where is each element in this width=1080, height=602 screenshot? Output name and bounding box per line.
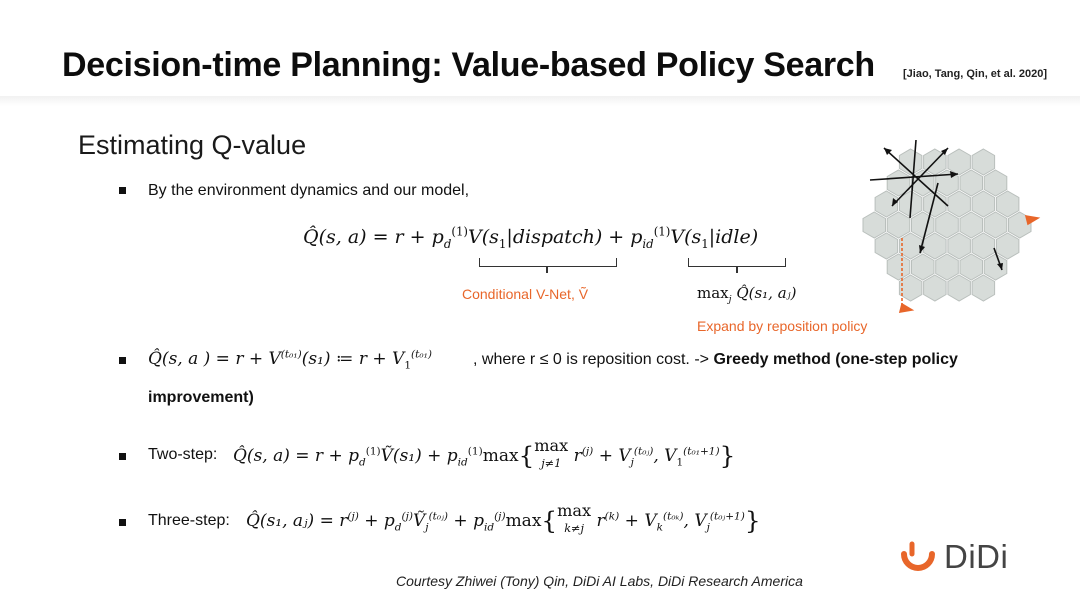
hex-cell: [960, 170, 983, 196]
bullet-2-continuation: improvement): [148, 389, 254, 406]
hex-cell: [972, 233, 995, 259]
underbrace-dispatch-tick: [546, 266, 548, 273]
annotation-max-label: max: [697, 284, 729, 302]
hex-cell: [924, 275, 947, 301]
eq-dispatch-tail: |dispatch) + p: [506, 226, 643, 248]
hex-cell: [948, 191, 971, 217]
hex-cell: [948, 149, 971, 175]
annotation-max-expr: Q̂(s₁, aⱼ): [736, 284, 797, 302]
eq-sub-id: id: [642, 236, 654, 251]
b4-sub-k: k: [656, 521, 663, 534]
citation: [Jiao, Tang, Qin, et al. 2020]: [903, 68, 1048, 80]
hex-cell: [984, 212, 1007, 238]
b2-sup-t01b: (t₀₁): [411, 348, 432, 361]
b4-sup-k: (k): [604, 510, 620, 523]
main-equation: [303, 224, 759, 251]
b4-f: r: [591, 511, 605, 532]
hex-cell: [863, 212, 886, 238]
b4-sup-t0k: (t₀ₖ): [663, 510, 684, 523]
hex-cell: [887, 212, 910, 238]
b4-max: max: [505, 511, 542, 532]
b4-a: Q̂(s₁, aⱼ) = r: [246, 511, 348, 532]
hex-cell: [887, 254, 910, 280]
b3-sub-1: 1: [676, 456, 684, 469]
b3-sub-id: id: [457, 456, 468, 469]
b4-g: + V: [619, 511, 657, 532]
b4-d: + p: [448, 511, 484, 532]
bullet-4-math: Q̂(s₁, aⱼ) = $r^{(j)}$ + $p_d^{(j)}Ṽ_j^{(t_0ⱼ)} + p_{id}^{(j)}\max\{\max$ k≠j $r^{(k)} + V_k^{(t_{0k})}$, $V_j^{(t_0ⱼ+1)}$}: [246, 501, 761, 536]
annotation-max-q: [697, 284, 797, 305]
bullet-marker: [119, 187, 126, 194]
b3-sup-1: (1): [365, 445, 381, 458]
b4-h: , V: [683, 511, 707, 532]
b3-sub-d: d: [358, 456, 366, 469]
hex-cell: [948, 233, 971, 259]
b3-a: Q̂(s, a) = r + p: [233, 446, 359, 467]
b2-text: , where r ≤ 0 is reposition cost. ->: [473, 351, 714, 368]
eq-lhs: Q̂(s, a) = r + p: [303, 226, 444, 248]
hexagon-grid-map: [840, 128, 1055, 323]
hex-cell: [912, 254, 935, 280]
b2-sup-t01: (t₀₁): [280, 348, 302, 361]
eq-sup-1b: (1): [653, 224, 671, 239]
bullet-3-math: Q̂(s, $a) = r + p_d^{(1)}Ṽ(s_1) + p_{id}^{(1)}\max\{\max$ j≠1 $r^{(j)} + V_j^{(t_0ⱼ)}$, $V_1^{(t_{01}+1)}$}: [233, 436, 736, 471]
b4-sup-t0j: (t₀ⱼ): [428, 510, 449, 523]
hex-cell: [972, 149, 995, 175]
b4-sub-d: d: [394, 521, 402, 534]
b4-sup-j2: (j): [401, 510, 414, 523]
eq-idle-tail: |idle): [708, 226, 759, 248]
annotation-conditional-vnet: Conditional V-Net, Ṽ: [462, 286, 589, 302]
underbrace-idle-tick: [736, 266, 738, 273]
bullet-marker: [119, 453, 126, 460]
annotation-max-sub: j: [728, 294, 732, 305]
eq-v-dispatch: V(s: [468, 226, 499, 248]
hex-cell: [996, 233, 1019, 259]
b4-sup-j3: (j): [494, 510, 506, 523]
b3-sup-j: (j): [581, 445, 594, 458]
bullet-3-label: Two-step:: [148, 446, 218, 463]
b3-sub-j: j: [630, 456, 634, 469]
hex-cell: [960, 254, 983, 280]
b4-b: + p: [358, 511, 395, 532]
bullet-marker: [119, 357, 126, 364]
hex-cells: [863, 149, 1031, 301]
hex-cell: [972, 275, 995, 301]
b3-inner-max-sub: j≠1: [541, 457, 562, 471]
b4-sub-id: id: [483, 521, 495, 534]
b4-sub-j: j: [425, 521, 429, 534]
hex-cell: [972, 191, 995, 217]
underbrace-dispatch: [479, 258, 617, 267]
b3-inner-max: max: [534, 436, 569, 455]
eq-sup-1: (1): [451, 224, 469, 239]
logo-wordmark: DiDi: [944, 538, 1009, 575]
b2-bold: Greedy method (one-step policy: [713, 351, 958, 368]
bullet-4-label: Three-step:: [148, 512, 230, 529]
b4-sup-j: (j): [347, 510, 359, 523]
hex-cell: [875, 233, 898, 259]
b3-f: , V: [653, 446, 677, 467]
hex-cell: [948, 275, 971, 301]
hex-cell: [912, 212, 935, 238]
b4-inner-max: max: [557, 501, 592, 520]
eq-sub-d: d: [443, 236, 452, 251]
hex-cell: [996, 191, 1019, 217]
hex-cell: [924, 233, 947, 259]
courtesy-credit: Courtesy Zhiwei (Tony) Qin, DiDi AI Labs, DiDi Research America: [396, 573, 803, 589]
b4-inner-max-sub: k≠j: [564, 522, 585, 536]
bullet-2-math: [148, 348, 432, 372]
b2-math: Q̂(s, a ) = r + V: [148, 349, 281, 369]
b2-sub-1: 1: [404, 359, 412, 372]
eq-s-sub-b: 1: [701, 236, 709, 251]
hex-cell: [984, 170, 1007, 196]
annotation-expand-reposition: Expand by reposition policy: [697, 318, 868, 334]
b4-sub-j2: j: [706, 521, 710, 534]
b3-e: + V: [593, 446, 631, 467]
bullet-marker: [119, 519, 126, 526]
hex-cell: [936, 254, 959, 280]
b4-sup-t0jp1: (t₀ⱼ+1): [709, 510, 745, 523]
b3-d: r: [568, 446, 582, 467]
b4-c: Ṽ: [413, 511, 426, 532]
slide-title: Decision-time Planning: Value-based Policy Search: [62, 46, 875, 84]
title-divider: [0, 96, 1080, 106]
hex-cell: [960, 212, 983, 238]
eq-s-sub: 1: [498, 236, 507, 251]
hex-cell: [936, 212, 959, 238]
b3-sup-1b: (1): [467, 445, 483, 458]
section-heading: Estimating Q-value: [78, 130, 307, 160]
b3-sup-t01p1: (t₀₁+1): [683, 445, 720, 458]
b3-max: max: [482, 446, 519, 467]
b3-sup-t0j: (t₀ⱼ): [633, 445, 654, 458]
hex-cell: [984, 254, 1007, 280]
bullet-2-text: [473, 351, 958, 369]
bullet-1-text: By the environment dynamics and our model,: [148, 182, 470, 199]
b2-mid: (s₁) ≔ r + V: [301, 349, 405, 369]
b3-b: Ṽ(s₁) + p: [380, 446, 458, 467]
eq-v-idle: V(s: [670, 226, 702, 248]
